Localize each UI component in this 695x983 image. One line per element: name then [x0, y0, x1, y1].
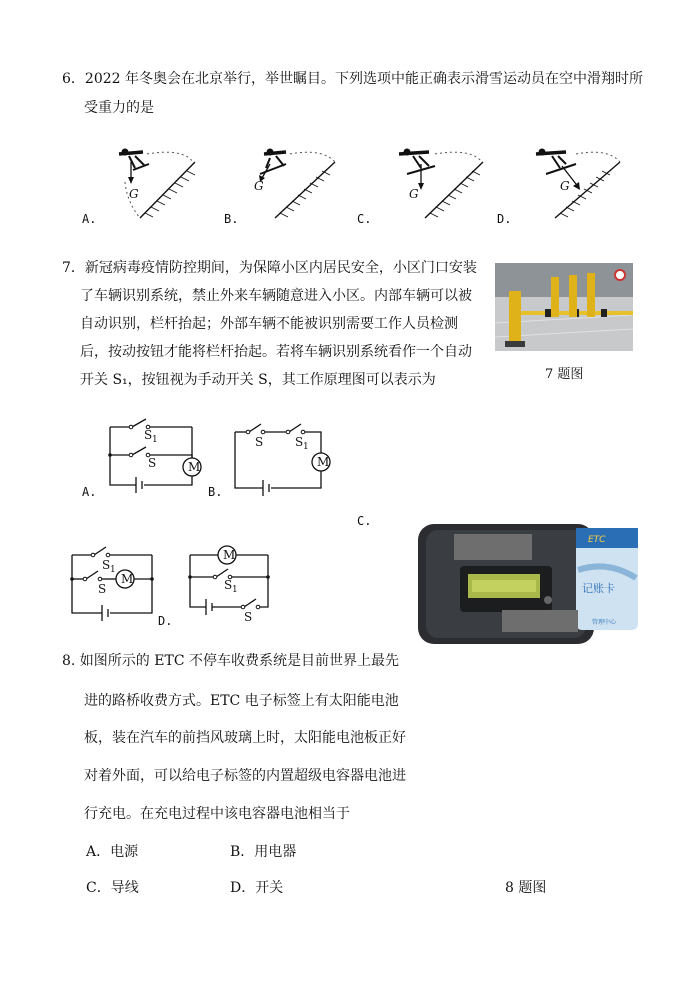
- q7-line4: 后，按动按钮才能将栏杆抬起。若将车辆识别系统看作一个自动: [80, 344, 472, 360]
- motor-label-a: M: [188, 460, 201, 474]
- etc-card-footer: 管理中心: [592, 619, 617, 626]
- slope-hatch-b: [280, 171, 330, 217]
- gravity-label-a: G: [129, 187, 139, 201]
- q7-line3: 自动识别，栏杆抬起；外部车辆不能被识别需要工作人员检测: [80, 316, 458, 332]
- q8-line1: 8. 如图所示的 ETC 不停车收费系统是目前世界上最先: [62, 653, 399, 669]
- motor-label-b: M: [317, 455, 330, 469]
- skier-d: [536, 149, 576, 175]
- skier-a: [119, 149, 149, 171]
- s-label-c: S: [98, 582, 107, 596]
- q8-figure-caption: 8 题图: [505, 880, 547, 896]
- circuit-d: [180, 545, 280, 625]
- q6-option-c: C.: [357, 212, 372, 226]
- skier-c: [399, 149, 435, 175]
- q6-option-d: D.: [497, 212, 512, 226]
- barrier-gate-photo: [495, 263, 633, 351]
- s-label-a: S: [148, 456, 157, 470]
- q6-line1: 6．2022 年冬奥会在北京举行，举世瞩目。下列选项中能正确表示滑雪运动员在空中滑翔时所: [62, 71, 643, 87]
- s-label-b: S: [255, 435, 264, 449]
- q8-choice-d: D．开关: [230, 880, 284, 896]
- q6-figure-b: [240, 140, 350, 230]
- q8-line3: 板，装在汽车的前挡风玻璃上时，太阳能电池板正好: [84, 730, 406, 746]
- motor-label-c: M: [121, 572, 134, 586]
- skier-b: [260, 149, 286, 175]
- circuit-b: [225, 420, 335, 495]
- q6-figure-a: [95, 140, 205, 230]
- gravity-label-d: G: [560, 179, 570, 193]
- etc-device-photo: [412, 520, 642, 648]
- q7-line2: 了车辆识别系统，禁止外来车辆随意进入小区。内部车辆可以被: [80, 288, 472, 304]
- q8-line2: 进的路桥收费方式。ETC 电子标签上有太阳能电池: [84, 693, 399, 709]
- slope-hatch-a: [145, 171, 195, 217]
- motor-label-d: M: [223, 548, 236, 562]
- s1-label-c: S: [102, 558, 111, 572]
- q7-option-a: A.: [82, 485, 97, 499]
- svg-text:1: 1: [232, 585, 238, 595]
- q8-line5: 行充电。在充电过程中该电容器电池相当于: [84, 806, 350, 822]
- s1-label-a: S: [144, 428, 153, 442]
- q8-choice-b: B．用电器: [230, 844, 297, 860]
- q6-figure-c: [385, 140, 495, 230]
- circuit-c: [62, 545, 162, 620]
- svg-text:1: 1: [110, 565, 116, 575]
- svg-text:1: 1: [303, 442, 309, 452]
- s1-label-b: S: [295, 435, 304, 449]
- gravity-label-c: G: [409, 187, 419, 201]
- q8-choice-a: A．电源: [86, 844, 139, 860]
- q8-choice-c: C．导线: [86, 880, 139, 896]
- q7-option-b: B.: [208, 485, 223, 499]
- q6-line2: 受重力的是: [84, 100, 154, 116]
- q7-option-d: D.: [158, 614, 173, 628]
- etc-card: [576, 528, 638, 630]
- circuit-a: [100, 415, 210, 495]
- q7-figure-caption: 7 题图: [545, 367, 584, 382]
- q7-line5: 开关 S₁，按钮视为手动开关 S，其工作原理图可以表示为: [80, 372, 436, 388]
- etc-card-brand: ETC: [588, 535, 606, 545]
- q6-option-b: B.: [224, 212, 239, 226]
- etc-card-text: 记账卡: [582, 582, 615, 595]
- slope-hatch-c: [430, 171, 480, 217]
- q7-option-c: C.: [357, 514, 372, 528]
- svg-text:1: 1: [152, 435, 158, 445]
- s-label-d: S: [244, 610, 253, 624]
- q8-line4: 对着外面，可以给电子标签的内置超级电容器电池进: [84, 768, 406, 784]
- q6-figure-d: [530, 140, 640, 230]
- q7-line1: 7．新冠病毒疫情防控期间，为保障小区内居民安全，小区门口安装: [62, 260, 477, 276]
- q6-option-a: A.: [82, 212, 97, 226]
- s1-label-d: S: [224, 578, 233, 592]
- gravity-label-b: G: [254, 179, 264, 193]
